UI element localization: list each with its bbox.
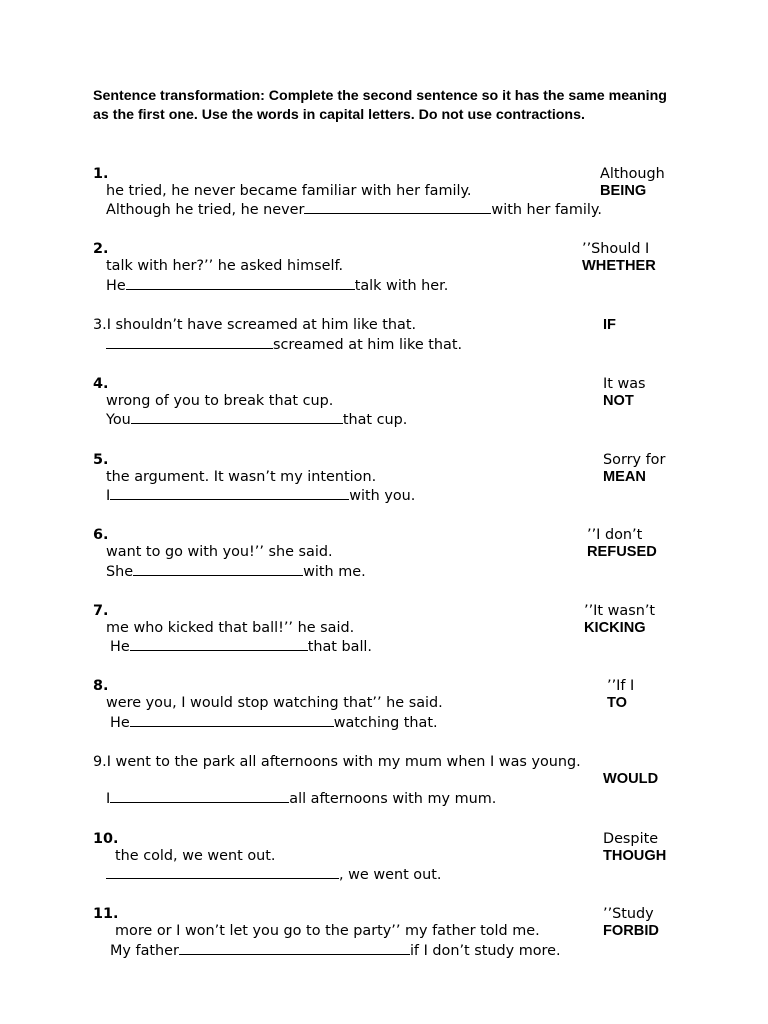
prompt-start: ’’Study: [603, 906, 654, 922]
prompt-start: ’’I don’t: [587, 527, 643, 543]
answer-line: [106, 563, 366, 581]
answer-after: with her family.: [491, 202, 602, 218]
answer-after: with me.: [303, 564, 366, 580]
prompt-rest: I went to the park all afternoons with my mum when I was young.: [106, 754, 581, 770]
exercise-number: 5.: [93, 452, 109, 468]
answer-before: You: [106, 412, 131, 428]
answer-line: [106, 336, 462, 354]
answer-after: watching that.: [333, 715, 438, 731]
exercise-number: 11.: [93, 906, 119, 922]
keyword: THOUGH: [603, 848, 667, 864]
answer-after: screamed at him like that.: [273, 337, 463, 353]
prompt-rest: wrong of you to break that cup.: [106, 393, 334, 409]
keyword: WHETHER: [582, 258, 656, 274]
prompt-start: ’’If I: [607, 678, 635, 694]
answer-line: [106, 277, 448, 295]
answer-after: that ball.: [307, 639, 373, 655]
prompt-rest: were you, I would stop watching that’’ he said.: [106, 695, 443, 711]
prompt-line: [93, 316, 416, 334]
answer-before: Although he tried, he never: [106, 202, 305, 218]
exercise-number: 6.: [93, 527, 109, 543]
keyword: FORBID: [603, 923, 659, 939]
answer-before: He: [110, 715, 130, 731]
prompt-start: Sorry for: [603, 452, 666, 468]
answer-before: He: [110, 639, 130, 655]
prompt-start: ’’It wasn’t: [584, 603, 656, 619]
answer-blank[interactable]: [126, 277, 355, 290]
answer-after: , we went out.: [339, 867, 442, 883]
exercise-number: 10.: [93, 831, 119, 847]
answer-line: [106, 790, 496, 808]
exercise-number: 7.: [93, 603, 109, 619]
prompt-rest: me who kicked that ball!’’ he said.: [106, 620, 355, 636]
prompt-rest: he tried, he never became familiar with her family.: [106, 183, 472, 199]
exercise-number: 9.: [93, 754, 107, 770]
exercise-number: 8.: [93, 678, 109, 694]
prompt-rest: talk with her?’’ he asked himself.: [106, 258, 344, 274]
exercise-number: 1.: [93, 166, 109, 182]
prompt-start: Although: [600, 166, 665, 182]
prompt-line: [93, 753, 581, 771]
prompt-rest: want to go with you!’’ she said.: [106, 544, 333, 560]
prompt-start: It was: [603, 376, 646, 392]
answer-before: I: [106, 488, 111, 504]
answer-blank[interactable]: [179, 942, 410, 955]
answer-after: talk with her.: [354, 278, 449, 294]
answer-after: with you.: [349, 488, 416, 504]
answer-before: My father: [110, 943, 179, 959]
keyword: IF: [603, 317, 616, 333]
answer-blank[interactable]: [106, 866, 339, 879]
prompt-rest: the cold, we went out.: [115, 848, 276, 864]
answer-before: I: [106, 791, 111, 807]
answer-blank[interactable]: [110, 487, 349, 500]
keyword: WOULD: [603, 771, 659, 787]
answer-blank[interactable]: [133, 563, 303, 576]
answer-after: if I don’t study more.: [409, 943, 561, 959]
keyword: MEAN: [603, 469, 646, 485]
answer-line: [110, 638, 372, 656]
instructions: Sentence transformation: Complete the second sentence so it has the same meaning as the first one. Use the words in capital letters. Do not use contractions.: [93, 88, 667, 123]
answer-blank[interactable]: [110, 790, 289, 803]
answer-after: that cup.: [342, 412, 408, 428]
answer-before: She: [106, 564, 134, 580]
answer-line: [106, 201, 602, 219]
prompt-rest: the argument. It wasn’t my intention.: [106, 469, 377, 485]
prompt-rest: more or I won’t let you go to the party’’ my father told me.: [115, 923, 540, 939]
keyword: NOT: [603, 393, 634, 409]
keyword: TO: [607, 695, 628, 711]
keyword: BEING: [600, 183, 647, 199]
exercise-number: 2.: [93, 241, 109, 257]
answer-blank[interactable]: [131, 411, 343, 424]
keyword: REFUSED: [587, 544, 657, 560]
keyword: KICKING: [584, 620, 646, 636]
answer-blank[interactable]: [130, 714, 334, 727]
answer-blank[interactable]: [130, 638, 308, 651]
answer-blank[interactable]: [106, 336, 273, 349]
exercise-number: 4.: [93, 376, 109, 392]
answer-line: [106, 866, 441, 884]
prompt-start: Despite: [603, 831, 659, 847]
answer-line: [110, 714, 438, 732]
answer-blank[interactable]: [304, 201, 491, 214]
answer-line: [106, 411, 407, 429]
exercise-number: 3.: [93, 317, 107, 333]
answer-line: [110, 942, 561, 960]
answer-line: [106, 487, 415, 505]
answer-after: all afternoons with my mum.: [289, 791, 497, 807]
prompt-rest: I shouldn’t have screamed at him like that.: [106, 317, 417, 333]
prompt-start: ’’Should I: [582, 241, 650, 257]
answer-before: He: [106, 278, 126, 294]
